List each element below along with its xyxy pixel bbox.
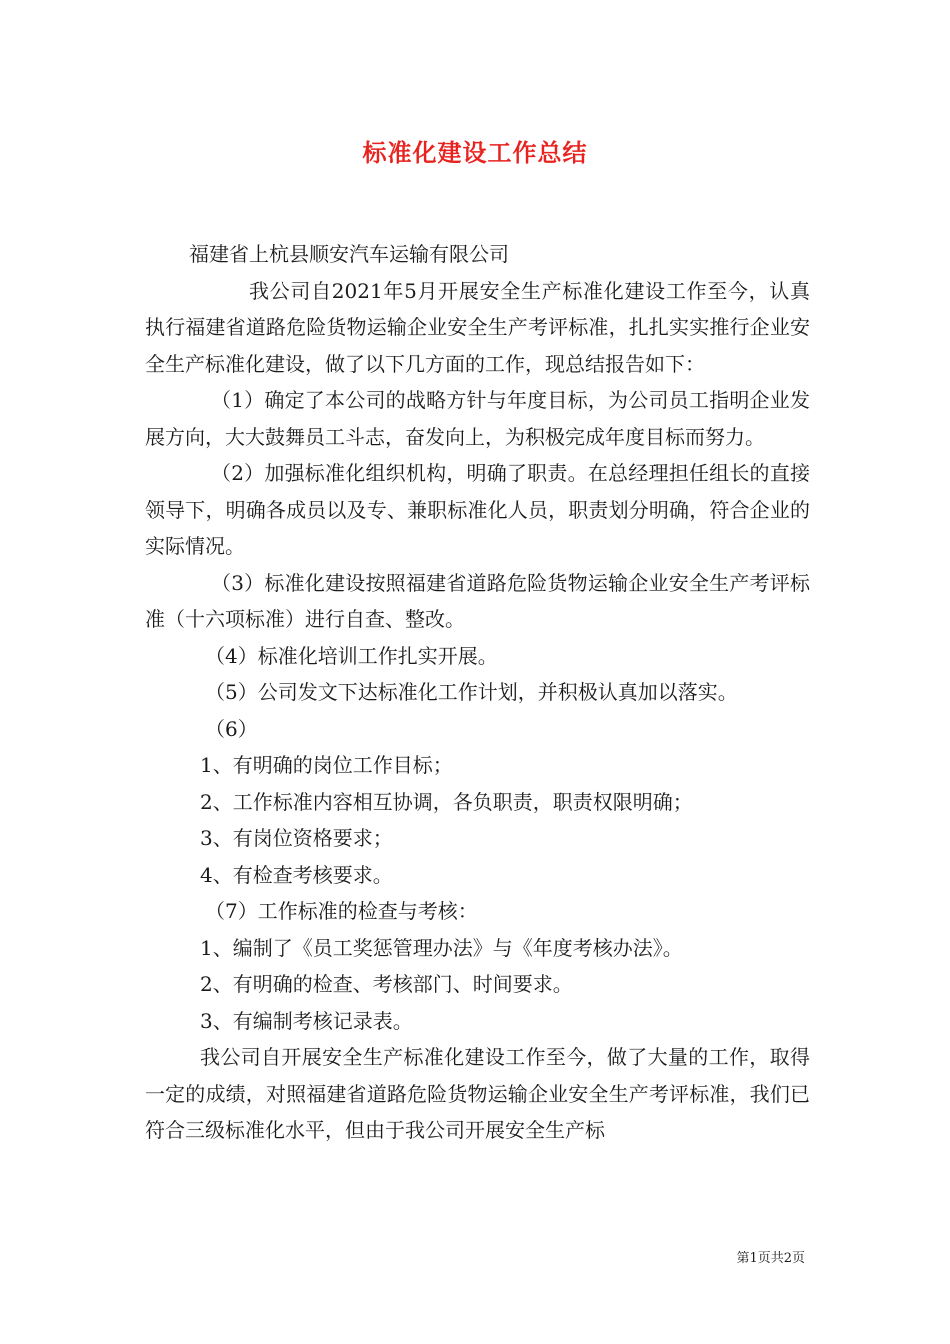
- item-1: （1）确定了本公司的战略方针与年度目标，为公司员工指明企业发展方向，大大鼓舞员工斗志，奋发向上，为积极完成年度目标而努力。: [145, 388, 810, 449]
- document-title: 标准化建设工作总结: [362, 138, 588, 167]
- item-6-sub-3: 3、有岗位资格要求；: [200, 826, 393, 850]
- item-5: （5）公司发文下达标准化工作计划，并积极认真加以落实。: [205, 680, 738, 704]
- item-3: （3）标准化建设按照福建省道路危险货物运输企业安全生产考评标准（十六项标准）进行自查、整改。: [145, 570, 810, 631]
- item-6: （6）: [205, 716, 258, 741]
- document-body: [145, 236, 810, 1149]
- item-7: （7）工作标准的检查与考核：: [205, 899, 478, 923]
- item-4: （4）标准化培训工作扎实开展。: [205, 643, 498, 668]
- item-7-sub-1: 1、编制了《员工奖惩管理办法》与《年度考核办法》。: [200, 935, 683, 960]
- item-6-sub-2: 2、工作标准内容相互协调，各负职责，职责权限明确；: [200, 789, 693, 814]
- item-6-sub-1: 1、有明确的岗位工作目标；: [200, 753, 453, 777]
- item-6-sub-4: 4、有检查考核要求。: [200, 862, 393, 887]
- intro-paragraph: 我公司自2021年5月开展安全生产标准化建设工作至今，认真执行福建省道路危险货物运输企业安全生产考评标准，扎扎实实推行企业安全生产标准化建设，做了以下几方面的工作，现总结报告如下：: [145, 278, 810, 376]
- item-7-sub-2: 2、有明确的检查、考核部门、时间要求。: [200, 972, 573, 996]
- page-number: 第1页共2页: [736, 1251, 805, 1266]
- closing-paragraph: 我公司自开展安全生产标准化建设工作至今，做了大量的工作，取得一定的成绩，对照福建省道路危险货物运输企业安全生产考评标准，我们已符合三级标准化水平，但由于我公司开展安全生产标: [145, 1045, 810, 1142]
- company-name: 福建省上杭县顺安汽车运输有限公司: [189, 242, 509, 266]
- item-2: （2）加强标准化组织机构，明确了职责。在总经理担任组长的直接领导下，明确各成员以及专、兼职标准化人员，职责划分明确，符合企业的实际情况。: [145, 461, 810, 558]
- item-7-sub-3: 3、有编制考核记录表。: [200, 1008, 413, 1033]
